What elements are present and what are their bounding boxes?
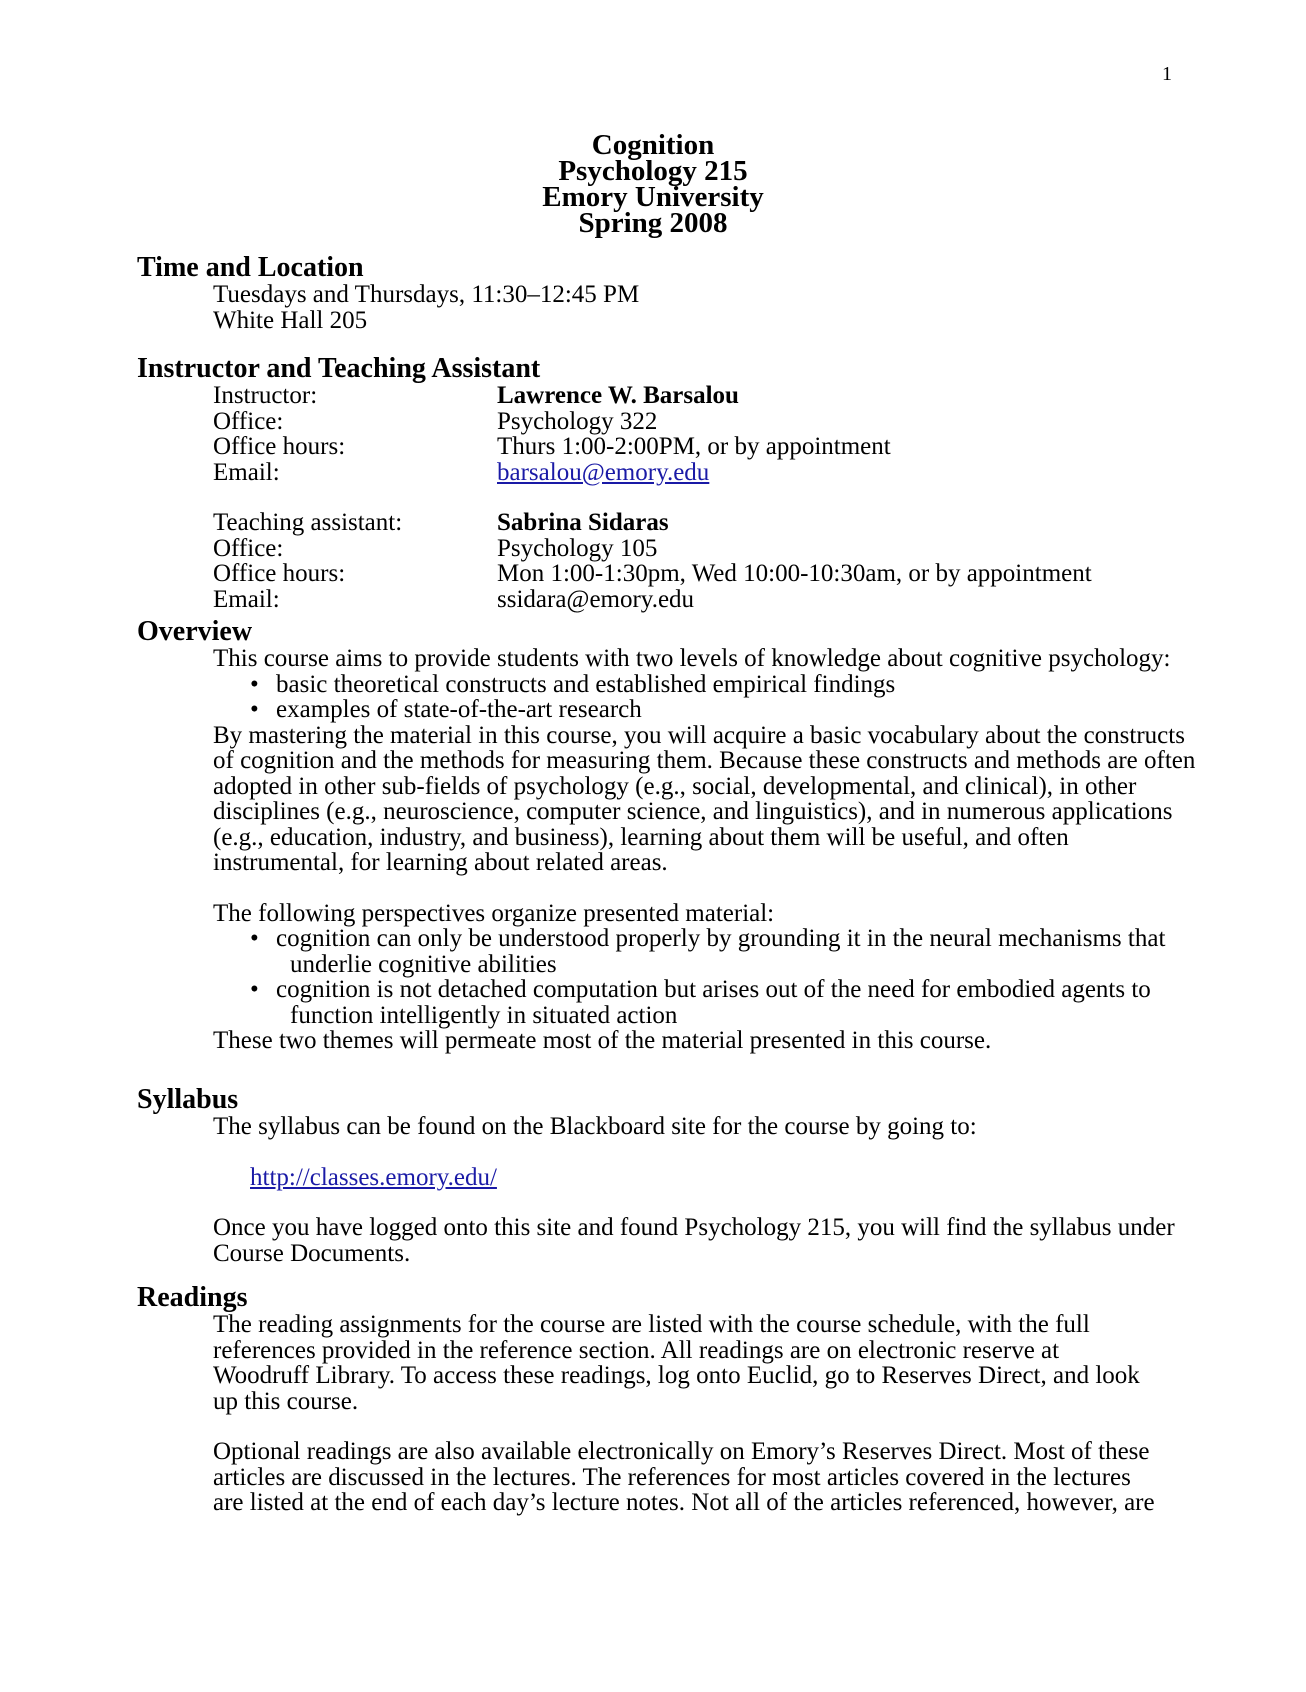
section-syllabus (137, 1086, 1217, 1266)
title-line-course: Cognition (591, 129, 715, 161)
list-item: • cognition can only be understood properly by grounding it in the neural mechanisms that underlie cognitive abilities (250, 925, 1166, 978)
instructor-name: Lawrence W. Barsalou (497, 382, 739, 409)
instructor-office: Psychology 322 (497, 407, 658, 435)
section-readings (137, 1284, 1217, 1516)
ta-email: ssidara@emory.edu (497, 585, 695, 613)
info-row (213, 434, 1217, 460)
overview-paragraph: By mastering the material in this course, you will acquire a basic vocabulary about the constructs of cognition and the methods for measuring them. Because these constructs and methods are often adopted in other sub-fields of psychology (e.g., social, developmental, and clinical), in other disciplines (e.g., neuroscience, computer science, and linguistics), and in numerous applications (e.g., education, industry, and business), learning about them will be useful, and often instrumental, for learning about related areas. (213, 721, 1196, 876)
info-row (213, 536, 1217, 562)
overview-intro: This course aims to provide students with two levels of knowledge about cognitive psychology: (213, 645, 1171, 672)
title-line-university: Emory University (542, 181, 764, 213)
readings-paragraph: The reading assignments for the course are listed with the course schedule, with the full references provided in the reference section. All readings are on electronic reserve at Woodruff Library. To access these readings, log onto Euclid, go to Reserves Direct, and look up this course. (213, 1311, 1140, 1415)
info-row (213, 460, 1217, 486)
page-number: 1 (1162, 63, 1172, 85)
title-line-number: Psychology 215 (558, 155, 748, 187)
ta-name: Sabrina Sidaras (497, 509, 669, 536)
perspectives-list (213, 926, 1217, 1028)
ta-hours: Mon 1:00-1:30pm, Wed 10:00-10:30am, or by appointment (497, 560, 1092, 587)
instructor-email-link[interactable]: barsalou@emory.edu (497, 458, 710, 486)
bullet-icon: • (250, 696, 259, 723)
info-row (213, 409, 1217, 435)
instructor-hours: Thurs 1:00-2:00PM, or by appointment (497, 433, 891, 460)
section-heading: Overview (137, 616, 253, 647)
info-label: Teaching assistant: (213, 509, 403, 536)
info-label: Email: (213, 458, 280, 486)
perspectives-intro: The following perspectives organize presented material: (213, 899, 775, 927)
list-item: • basic theoretical constructs and established empirical findings (250, 670, 896, 698)
bullet-icon: • (250, 925, 259, 952)
blackboard-link[interactable]: http://classes.emory.edu/ (250, 1163, 497, 1191)
bullet-icon: • (250, 670, 259, 698)
overview-closing: These two themes will permeate most of the material presented in this course. (213, 1027, 992, 1054)
info-label: Office: (213, 407, 284, 435)
info-row (213, 510, 1217, 536)
optional-readings-paragraph: Optional readings are also available electronically on Emory’s Reserves Direct. Most of these articles are discussed in the lectures. The references for most articles covered in the lectures are listed at the end of each day’s lecture notes. Not all of the articles referenced, however, are (213, 1438, 1155, 1516)
info-row (213, 587, 1217, 613)
section-heading: Syllabus (137, 1084, 239, 1115)
document-title (0, 129, 1306, 239)
instructor-info (213, 383, 1217, 612)
schedule-text: Tuesdays and Thursdays, 11:30–12:45 PM (213, 281, 640, 308)
info-label: Office hours: (213, 433, 346, 460)
list-item: • cognition is not detached computation but arises out of the need for embodied agents to function intelligently in situated action (250, 976, 1151, 1029)
ta-office: Psychology 105 (497, 534, 658, 562)
info-row (213, 561, 1217, 587)
info-row (213, 383, 1217, 409)
section-heading: Instructor and Teaching Assistant (137, 353, 541, 384)
info-label: Office hours: (213, 560, 346, 587)
info-label: Email: (213, 585, 280, 613)
bullet-icon: • (250, 976, 259, 1003)
syllabus-instructions: Once you have logged onto this site and found Psychology 215, you will find the syllabus under Course Documents. (213, 1214, 1175, 1267)
location-text: White Hall 205 (213, 306, 368, 334)
info-label: Office: (213, 534, 284, 562)
section-heading: Readings (137, 1282, 248, 1313)
syllabus-text: The syllabus can be found on the Blackboard site for the course by going to: (213, 1113, 977, 1140)
list-item: • examples of state-of-the-art research (250, 696, 642, 723)
section-time-location (137, 254, 1217, 333)
title-line-term: Spring 2008 (578, 207, 728, 239)
section-heading: Time and Location (137, 252, 364, 283)
knowledge-levels-list (213, 672, 1217, 723)
section-overview (137, 618, 1217, 1054)
section-instructor-ta (137, 355, 1217, 612)
info-label: Instructor: (213, 382, 318, 409)
